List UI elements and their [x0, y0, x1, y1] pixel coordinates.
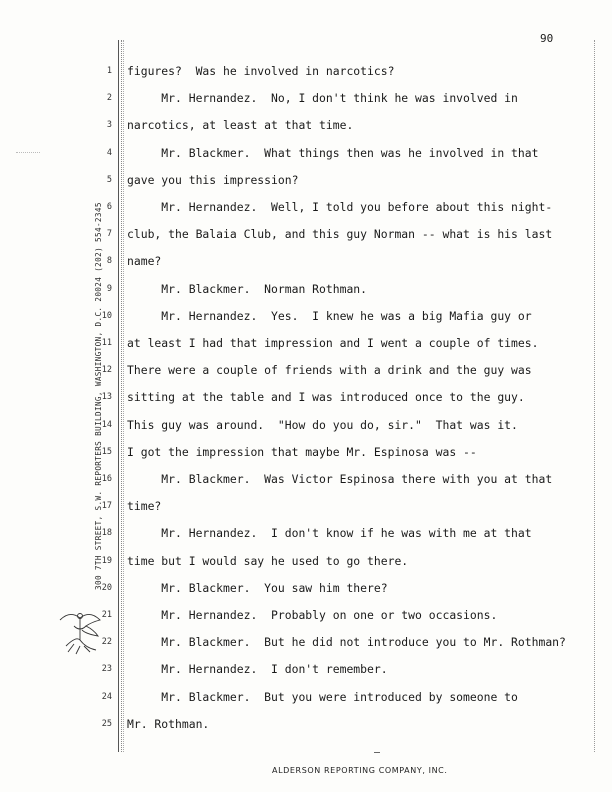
line-number: 11 — [101, 338, 112, 348]
transcript-line: sitting at the table and I was introduced once to the guy. — [127, 390, 525, 405]
transcript-line: Mr. Blackmer. What things then was he involved in that — [127, 145, 539, 160]
transcript-line: figures? Was he involved in narcotics? — [127, 64, 395, 78]
line-number: 15 — [101, 446, 112, 457]
line-number: 3 — [106, 120, 112, 131]
transcript-line: Mr. Blackmer. But he did not introduce you to Mr. Rothman? — [127, 635, 566, 650]
transcript-line: Mr. Hernandez. Well, I told you before about this night- — [127, 200, 553, 214]
scan-speck — [16, 152, 40, 153]
line-number: 1 — [106, 66, 112, 76]
line-number: 19 — [101, 555, 112, 566]
transcript-line: time? — [127, 499, 162, 514]
line-number: 18 — [101, 528, 112, 539]
line-number: 21 — [101, 610, 112, 620]
transcript-line: gave you this impression? — [127, 172, 299, 187]
transcript-line: Mr. Hernandez. No, I don't think he was involved in — [127, 91, 518, 106]
line-number: 4 — [106, 147, 112, 158]
transcript-line: Mr. Hernandez. I don't know if he was with me at that — [127, 526, 532, 541]
transcript-line: at least I had that impression and I went a couple of times. — [127, 336, 539, 350]
line-number: 20 — [101, 582, 112, 593]
line-number: 25 — [101, 718, 112, 729]
footer-company: ALDERSON REPORTING COMPANY, INC. — [272, 766, 448, 775]
transcript-line: narcotics, at least at that time. — [127, 118, 354, 133]
line-number: 2 — [106, 93, 112, 104]
transcript-line: Mr. Blackmer. You saw him there? — [127, 580, 388, 595]
transcript-line: Mr. Hernandez. Probably on one or two occasions. — [127, 608, 498, 622]
line-number: 17 — [101, 501, 112, 512]
reporter-address-margin: 300 7TH STREET, S.W. REPORTERS BUILDING, WASHINGTON, D.C. 20024 (202) 554-2345 — [94, 202, 103, 590]
line-number: 6 — [106, 202, 112, 212]
line-number: 12 — [101, 365, 112, 376]
line-number: 16 — [101, 474, 112, 484]
transcript-line: Mr. Hernandez. I don't remember. — [127, 662, 388, 677]
transcript-line: Mr. Blackmer. Was Victor Espinosa there with you at that — [127, 472, 553, 486]
line-number: 8 — [106, 256, 112, 267]
line-number: 24 — [101, 691, 112, 702]
transcript-line: Mr. Blackmer. But you were introduced by someone to — [127, 689, 518, 704]
line-number: 5 — [106, 174, 112, 185]
left-margin-rule-dotted — [123, 40, 124, 752]
line-number: 14 — [101, 419, 112, 430]
line-number: 23 — [101, 664, 112, 675]
transcript-line: club, the Balaia Club, and this guy Norman -- what is his last — [127, 227, 553, 242]
right-margin-rule — [594, 40, 595, 752]
line-number: 9 — [106, 283, 112, 294]
line-number: 7 — [106, 229, 112, 240]
left-margin-rule — [118, 40, 122, 752]
line-number: 22 — [101, 637, 112, 648]
transcript-line: There were a couple of friends with a drink and the guy was — [127, 363, 532, 378]
transcript-line: This guy was around. "How do you do, sir." That was it. — [127, 417, 518, 432]
transcript-line: Mr. Rothman. — [127, 716, 210, 731]
line-number: 10 — [101, 310, 112, 321]
transcript-line: Mr. Hernandez. Yes. I knew he was a big Mafia guy or — [127, 308, 532, 323]
line-number: 13 — [101, 392, 112, 403]
footer-dash — [374, 752, 380, 753]
transcript-line: name? — [127, 254, 162, 269]
transcript-line: I got the impression that maybe Mr. Espinosa was -- — [127, 444, 477, 459]
transcript-line: Mr. Blackmer. Norman Rothman. — [127, 281, 368, 296]
page-number: 90 — [540, 32, 554, 45]
transcript-line: time but I would say he used to go there. — [127, 553, 409, 568]
